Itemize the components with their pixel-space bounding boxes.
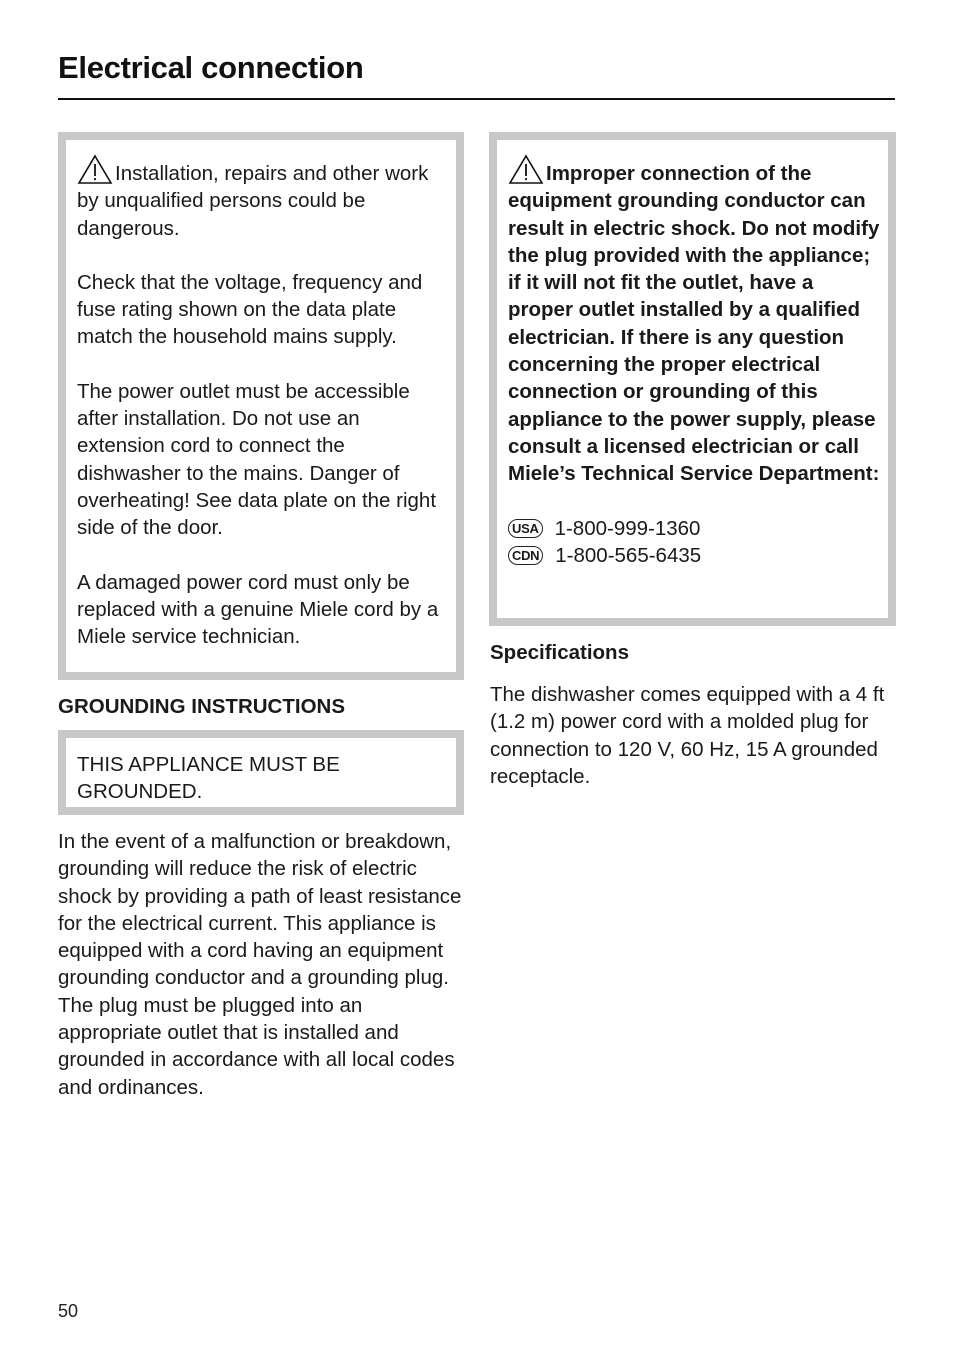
- warning-box-grounding: [489, 132, 896, 626]
- warning-text-1: Installation, repairs and other work by unqualified persons could be dangerous.: [77, 162, 429, 240]
- warning-paragraph-3: The power outlet must be accessible after installation. Do not use an extension cord to connect the dishwasher to the mains. Danger of overheating! See data plate on the right side of the door.: [77, 379, 437, 540]
- warning-triangle-icon: [77, 154, 113, 184]
- page-title: Electrical connection: [58, 50, 364, 85]
- phone-number-usa: 1-800-999-1360: [554, 516, 701, 540]
- grounding-warning-paragraph: [508, 154, 880, 488]
- phone-number-cdn: 1-800-565-6435: [555, 543, 702, 567]
- warning-paragraph-1: [77, 154, 448, 242]
- specifications-paragraph: The dishwasher comes equipped with a 4 ft (1.2 m) power cord with a molded plug for connection to 120 V, 60 Hz, 15 A grounded receptacle.: [490, 683, 885, 788]
- grounding-notice-box: [58, 730, 464, 815]
- phone-row-usa: [508, 515, 880, 542]
- country-badge-cdn: CDN: [508, 546, 543, 565]
- warning-triangle-icon: [508, 154, 544, 184]
- country-badge-usa: USA: [508, 519, 543, 538]
- grounding-notice: THIS APPLIANCE MUST BE GROUNDED.: [77, 753, 340, 804]
- page-number: 50: [58, 1301, 79, 1321]
- phone-row-cdn: [508, 542, 880, 569]
- specifications-heading: Specifications: [490, 641, 629, 664]
- warning-paragraph-2: Check that the voltage, frequency and fuse rating shown on the data plate match the household mains supply.: [77, 270, 423, 349]
- grounding-heading: GROUNDING INSTRUCTIONS: [58, 695, 345, 718]
- title-divider: [58, 98, 895, 100]
- grounding-warning-text: Improper connection of the equipment grounding conductor can result in electric shock. Do not modify the plug provided with the appliance; if it will not fit the outlet, have a proper outlet installed by a qualified electrician. If there is any question concerning the proper electrical connection or grounding of this appliance to the power supply, please consult a licensed electrician or call Miele’s Technical Service Department:: [508, 162, 880, 486]
- warning-paragraph-4: A damaged power cord must only be replaced with a genuine Miele cord by a Miele service technician.: [77, 570, 439, 649]
- warning-box-installation: [58, 132, 464, 680]
- phone-list: [508, 515, 880, 570]
- grounding-paragraph: In the event of a malfunction or breakdown, grounding will reduce the risk of electric shock by providing a path of least resistance for the electrical current. This appliance is equipped with a cord having an equipment grounding conductor and a grounding plug. The plug must be plugged into an appropriate outlet that is installed and grounded in accordance with all local codes and ordinances.: [58, 830, 462, 1099]
